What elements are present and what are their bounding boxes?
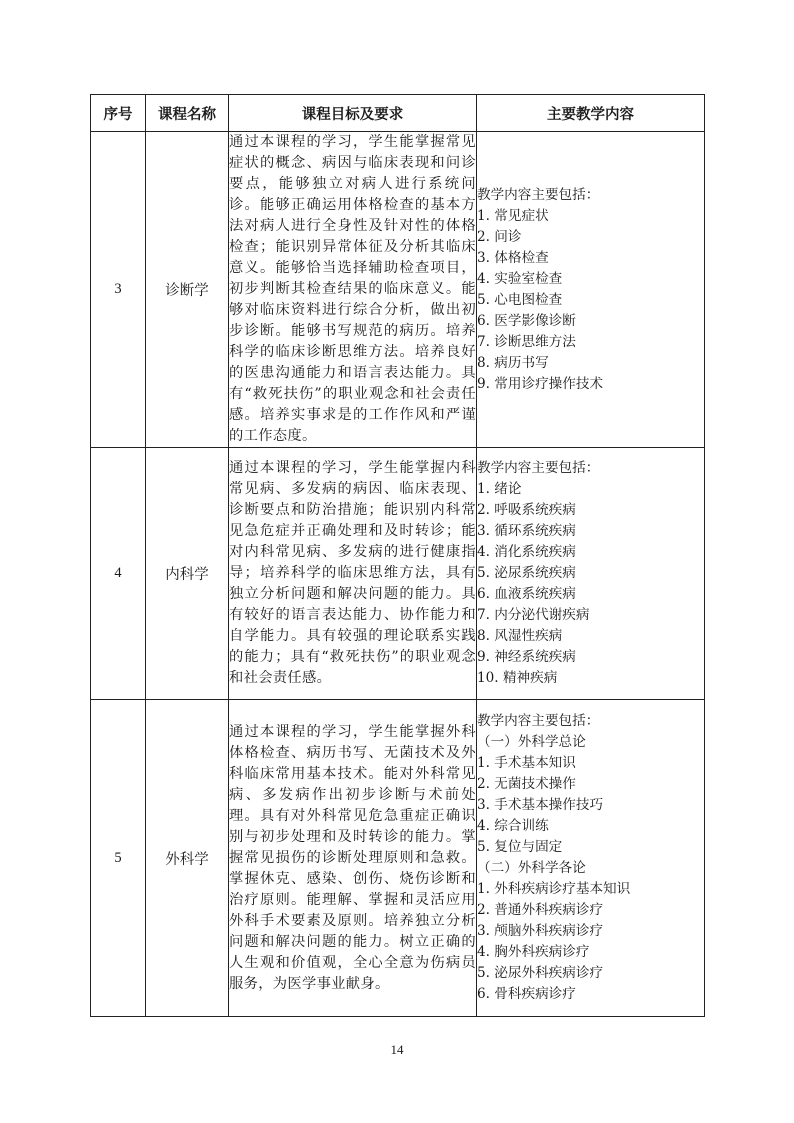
content-item: （一）外科学总论 [477,734,586,750]
course-content [477,700,705,1017]
content-item: 1. 手术基本知识 [477,755,576,771]
course-goal: 通过本课程的学习，学生能掌握内科常见病、多发病的病因、临床表现、诊断要点和防治措施；能识别内科常见急危症并正确处理和及时转诊；能对内科常见病、多发病的进行健康指导；培养科学的临床思维方法，具有独立分析问题和解决问题的能力。具有较好的语言表达能力、协作能力和自学能力。具有较强的理论联系实践的能力；具有“救死扶伤”的职业观念和社会责任感。 [229,448,477,700]
table-row [91,700,705,1017]
content-item: 8. 风湿性疾病 [477,628,563,644]
content-item: 10. 精神疾病 [477,670,558,686]
content-item: 5. 泌尿系统疾病 [477,565,576,581]
row-number: 3 [91,132,146,448]
course-goal: 通过本课程的学习，学生能掌握常见症状的概念、病因与临床表现和问诊要点，能够独立对病人进行系统问诊。能够正确运用体格检查的基本方法对病人进行全身性及针对性的体格检查；能识别异常体征及分析其临床意义。能够恰当选择辅助检查项目，初步判断其检查结果的临床意义。能够对临床资料进行综合分析，做出初步诊断。能够书写规范的病历。培养科学的临床诊断思维方法。培养良好的医患沟通能力和语言表达能力。具有“救死扶伤”的职业观念和社会责任感。培养实事求是的工作作风和严谨的工作态度。 [229,132,477,448]
content-item: 4. 胸外科疾病诊疗 [477,944,590,960]
course-goal: 通过本课程的学习，学生能掌握外科体格检查、病历书写、无菌技术及外科临床常用基本技术。能对外科常见病、多发病作出初步诊断与术前处理。具有对外科常见危急重症正确识别与初步处理和及时转诊的能力。掌握常见损伤的诊断处理原则和急救。掌握休克、感染、创伤、烧伤诊断和治疗原则。能理解、掌握和灵活应用外科手术要素及原则。培养独立分析问题和解决问题的能力。树立正确的人生观和价值观，全心全意为伤病员服务，为医学事业献身。 [229,700,477,1017]
content-item: 2. 无菌技术操作 [477,776,576,792]
content-item: 4. 消化系统疾病 [477,544,576,560]
row-number: 4 [91,448,146,700]
content-item: 6. 医学影像诊断 [477,312,576,329]
course-content [477,132,705,448]
content-item: 8. 病历书写 [477,354,549,371]
content-item: 7. 诊断思维方法 [477,333,576,350]
content-item: 3. 体格检查 [477,249,549,266]
content-item: 1. 绪论 [477,481,522,497]
course-name: 外科学 [146,700,229,1017]
row-number: 5 [91,700,146,1017]
table-row [91,448,705,700]
header-number: 序号 [91,95,146,132]
content-item: 1. 常见症状 [477,207,549,224]
content-item: 5. 泌尿外科疾病诊疗 [477,965,604,981]
content-item: 3. 循环系统疾病 [477,523,576,539]
content-item: 6. 骨科疾病诊疗 [477,986,576,1002]
course-content [477,448,705,700]
content-item: 2. 问诊 [477,228,522,245]
content-intro: 教学内容主要包括： [477,460,600,476]
content-item: 2. 普通外科疾病诊疗 [477,902,604,918]
header-main-content: 主要教学内容 [477,95,705,132]
content-item: 5. 复位与固定 [477,839,563,855]
content-item: 5. 心电图检查 [477,291,563,308]
content-item: 6. 血液系统疾病 [477,586,576,602]
course-table [90,94,705,1017]
page-number: 14 [390,1042,404,1057]
content-item: 3. 手术基本操作技巧 [477,797,604,813]
header-course-goal: 课程目标及要求 [229,95,477,132]
content-intro: 教学内容主要包括： [477,713,600,729]
course-name: 诊断学 [146,132,229,448]
content-item: （二）外科学各论 [477,860,586,876]
content-item: 7. 内分泌代谢疾病 [477,607,590,623]
content-item: 3. 颅脑外科疾病诊疗 [477,923,604,939]
content-item: 9. 常用诊疗操作技术 [477,375,604,392]
header-course-name: 课程名称 [146,95,229,132]
content-item: 9. 神经系统疾病 [477,649,576,665]
content-item: 2. 呼吸系统疾病 [477,502,576,518]
table-header-row [91,95,705,132]
content-intro: 教学内容主要包括： [477,186,600,203]
content-item: 1. 外科疾病诊疗基本知识 [477,881,631,897]
table-row [91,132,705,448]
content-item: 4. 实验室检查 [477,270,563,287]
content-item: 4. 综合训练 [477,818,549,834]
course-name: 内科学 [146,448,229,700]
